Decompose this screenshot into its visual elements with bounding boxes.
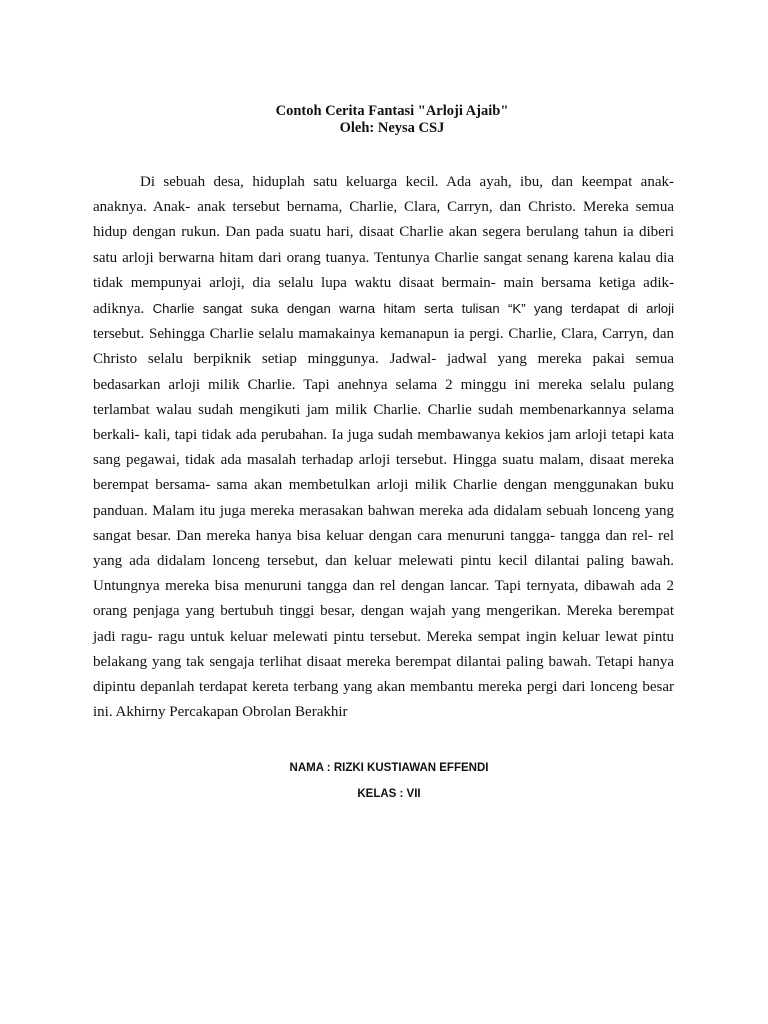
paragraph-line: orang penjaga yang bertubuh tinggi besar, dengan wajah yang mengerikan. Mereka berempat [93,603,674,620]
story-paragraph [93,170,674,725]
paragraph-line: terlambat walau sudah mengikuti jam milik Charlie. Charlie sudah membenarkannya selama [93,401,674,418]
paragraph-line: Untungnya mereka bisa menuruni tangga dan rel dengan lancar. Tapi ternyata, dibawah ada 2 [93,578,674,595]
story-author: Oleh: Neysa CSJ [339,120,445,136]
paragraph-segment: adiknya. [93,301,145,318]
paragraph-segment-alt-font: Charlie sangat suka dengan warna hitam serta tulisan “K” yang terdapat di arloji [152,301,674,317]
paragraph-line: bedasarkan arloji milik Charlie. Tapi anehnya selama 2 minggu ini mereka selalu pulang [93,376,674,393]
document-header [0,103,768,137]
paragraph-line: berempat bersama- sama akan membetulkan arloji milik Charlie dengan menggunakan buku [93,477,674,494]
paragraph-line: dipintu depanlah terdapat kereta terbang yang akan membantu mereka pergi dari lonceng besar [93,679,674,696]
student-name: NAMA : RIZKI KUSTIAWAN EFFENDI [289,762,489,774]
paragraph-line: berkali- kali, tapi tidak ada perubahan. Ia juga sudah membawanya kekios jam arloji tetapi kata [93,427,674,444]
paragraph-line: satu arloji berwarna hitam dari orang tuanya. Tentunya Charlie sangat senang karena kalau dia [93,249,674,266]
story-title: Contoh Cerita Fantasi "Arloji Ajaib" [275,103,509,119]
paragraph-line: sangat besar. Dan mereka hanya bisa keluar dengan cara menuruni tangga- tangga dan rel- rel [93,527,674,544]
student-class: KELAS : VII [357,788,421,800]
paragraph-line: belakang yang tak sengaja terlihat disaat mereka berempat dilantai paling bawah. Tetapi hanya [93,653,674,670]
paragraph-line: jadi ragu- ragu untuk keluar melewati pintu tersebut. Mereka sempat ingin keluar lewat pintu [93,628,674,645]
paragraph-line: Di sebuah desa, hiduplah satu keluarga kecil. Ada ayah, ibu, dan keempat anak- [140,174,674,190]
paragraph-line: panduan. Malam itu juga mereka merasakan bahwan mereka ada didalam sebuah lonceng yang [93,502,674,519]
paragraph-line-mixed [93,296,674,322]
paragraph-line: sang pegawai, tidak ada masalah terhadap arloji tersebut. Hingga suatu malam, disaat mereka [93,452,674,469]
paragraph-line: tersebut. Sehingga Charlie selalu mamakainya kemanapun ia pergi. Charlie, Clara, Carryn, dan [93,326,674,343]
paragraph-line: yang ada didalam lonceng tersebut, dan keluar melewati pintu kecil dilantai paling bawah. [93,553,674,570]
paragraph-line: anaknya. Anak- anak tersebut bernama, Charlie, Clara, Carryn, dan Christo. Mereka semua [93,199,674,216]
paragraph-line: hidup dengan rukun. Dan pada suatu hari, disaat Charlie akan segera berulang tahun ia diberi [93,224,674,241]
paragraph-line: tidak mempunyai arloji, dia selalu lupa waktu disaat bermain- main bersama ketiga adik- [93,274,674,291]
paragraph-line: Christo selalu berpiknik setiap minggunya. Jadwal- jadwal yang mereka pakai semua [93,351,674,368]
paragraph-line-final: ini. Akhirny Percakapan Obrolan Berakhir [93,704,348,721]
